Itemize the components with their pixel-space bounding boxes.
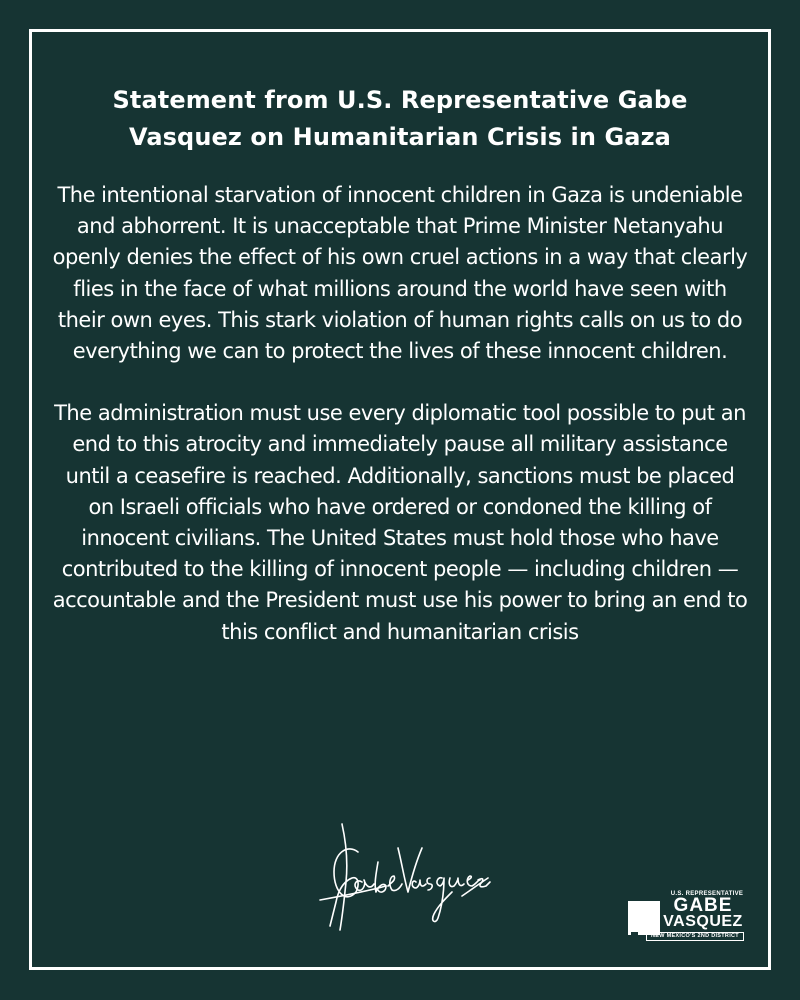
logo-title-line: U.S. REPRESENTATIVE (670, 891, 744, 897)
representative-logo (620, 885, 745, 947)
signature (312, 822, 492, 934)
statement-paragraph-2: The administration must use every diplomatic tool possible to put an end to this atrocity and immediately pause all military assistance until a ceasefire is reached. Additionally, sanctions must be placed on Israeli officials who have ordered or condoned the killing of innocent civilians. The United States must hold those who have contributed to the killing of innocent people — including children — accountable and the President must use his power to bring an end to this conflict and humanitarian crisis (52, 401, 748, 644)
statement-title: Statement from U.S. Representative Gabe Vasquez on Humanitarian Crisis in Gaza (112, 86, 688, 151)
statement-paragraph-1: The intentional starvation of innocent children in Gaza is undeniable and abhorrent. It is unacceptable that Prime Minister Netanyahu openly denies the effect of his own cruel actions in a way that clearly flies in the face of what millions around the world have seen with their own eyes. This stark violation of human rights calls on us to do everything we can to protect the lives of these innocent children. (52, 183, 748, 364)
statement-body (52, 180, 748, 648)
logo-district: NEW MEXICO'S 2ND DISTRICT (646, 932, 744, 941)
logo-first-name: GABE (673, 895, 733, 916)
new-mexico-map-icon (628, 901, 660, 935)
logo-last-name: VASQUEZ (663, 913, 743, 930)
